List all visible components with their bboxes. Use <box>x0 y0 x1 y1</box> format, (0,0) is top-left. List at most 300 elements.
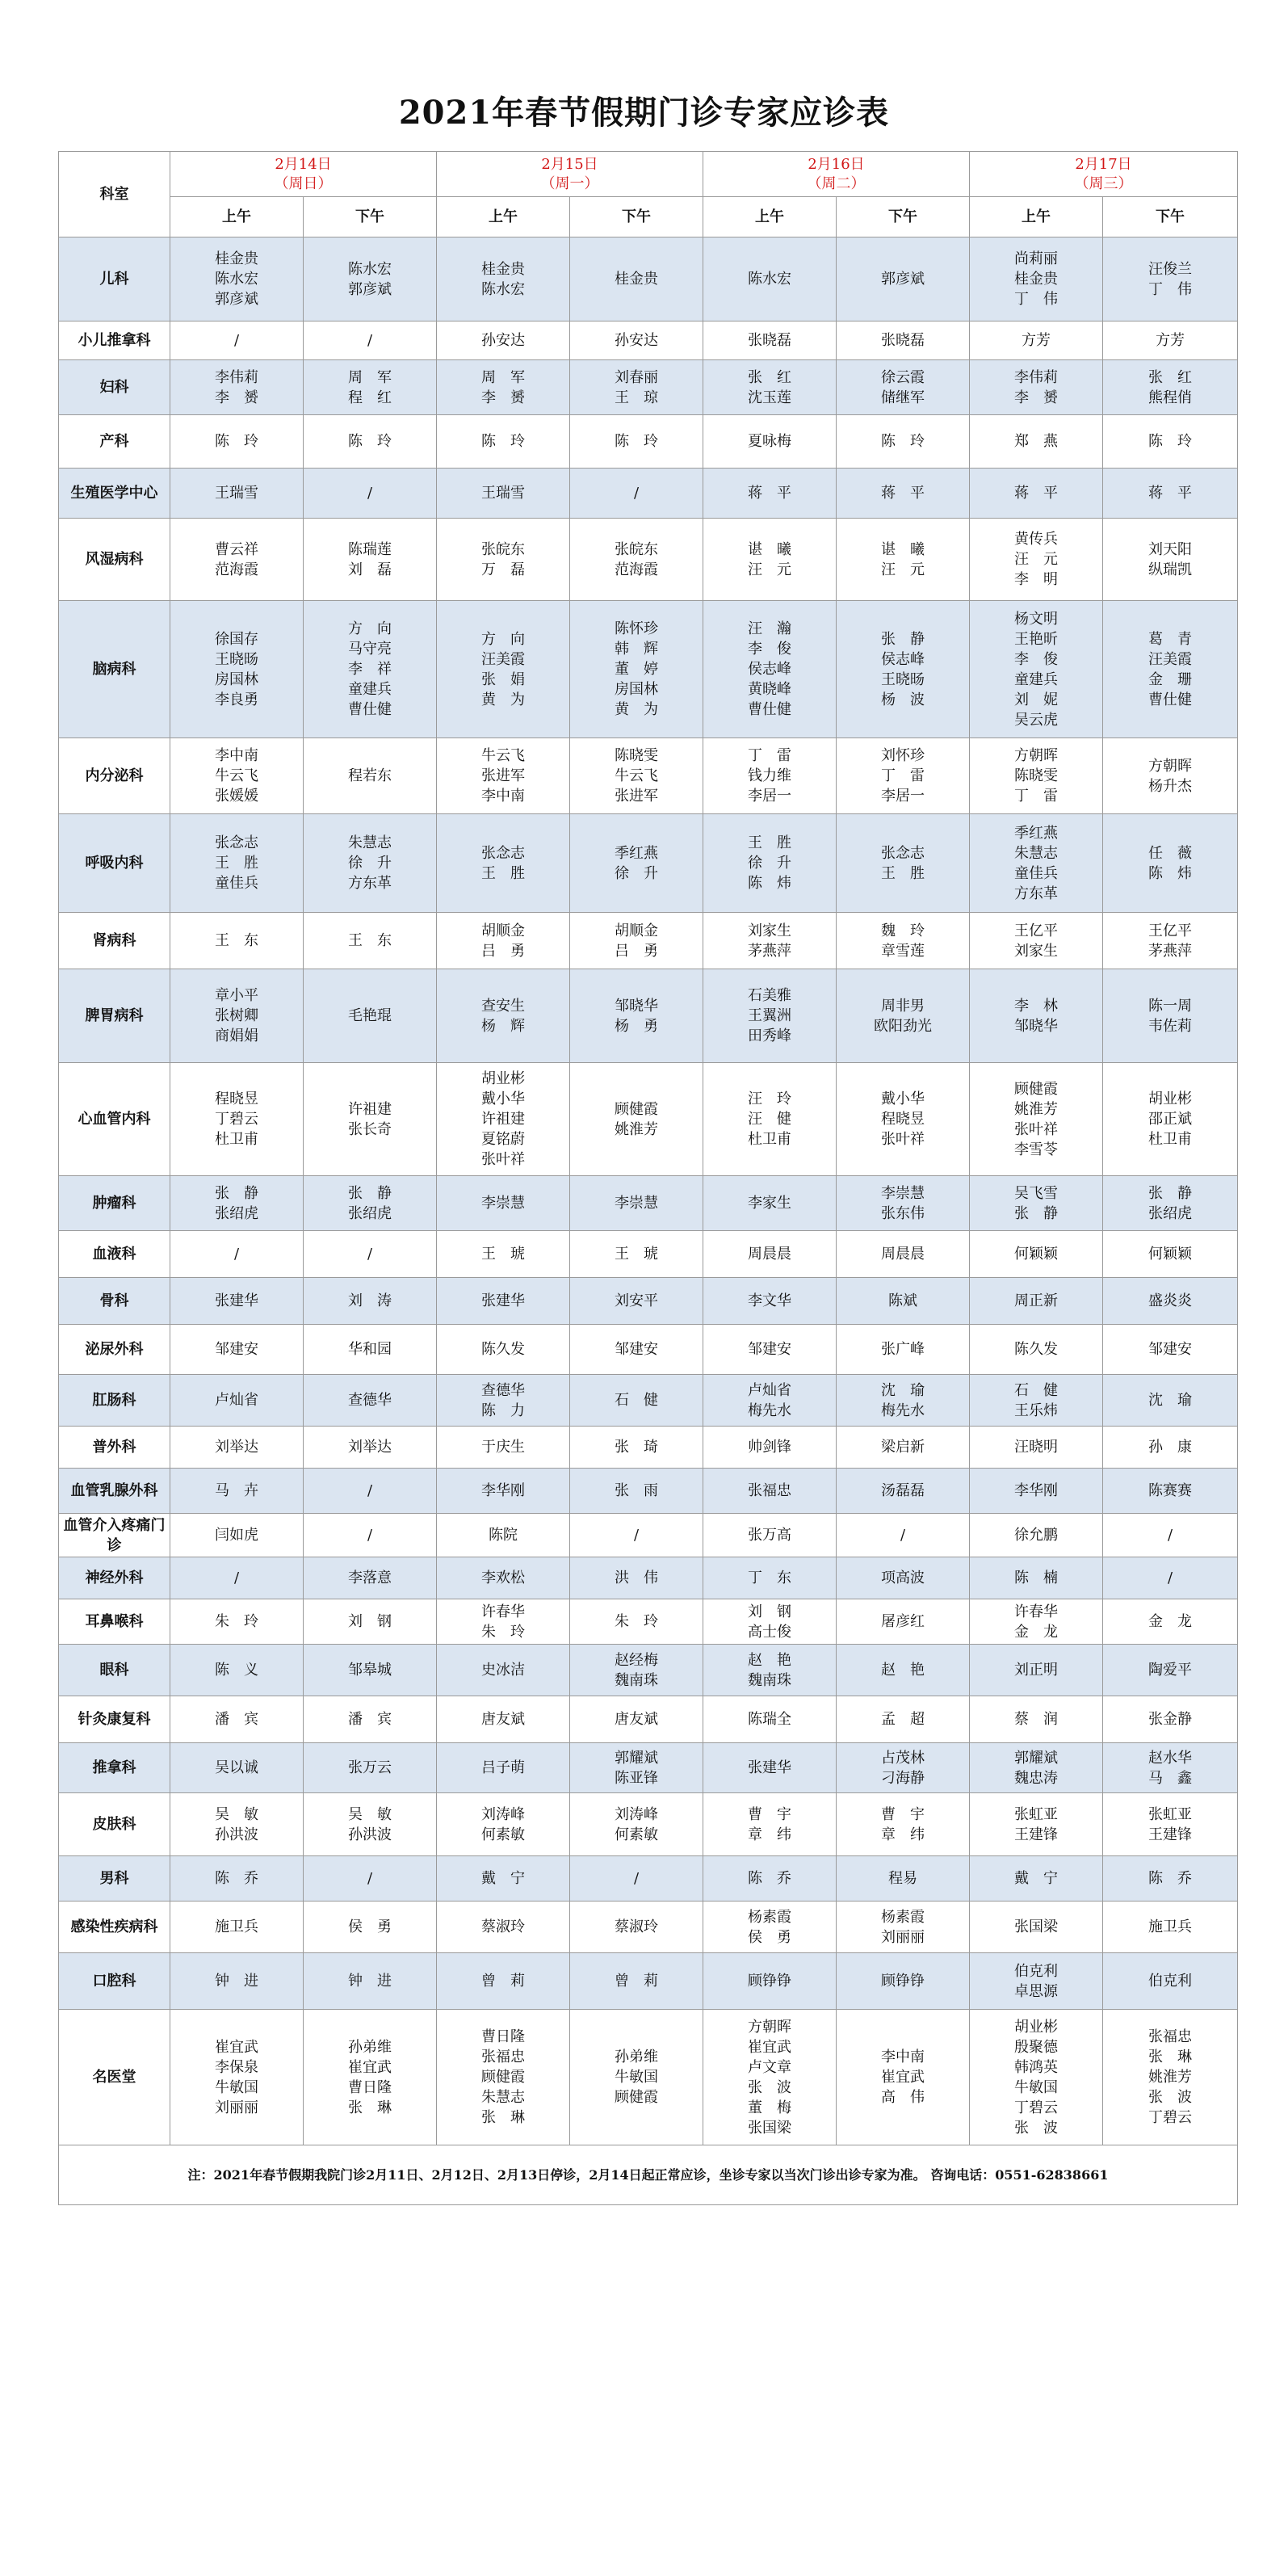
doctor-name: 查安生 <box>481 997 525 1015</box>
doctor-name: 邹建安 <box>615 1341 658 1358</box>
duty-cell <box>304 913 437 969</box>
duty-cell <box>170 1902 304 1953</box>
doctor-name: 汤磊磊 <box>881 1482 925 1499</box>
doctor-name: 方东革 <box>348 875 392 892</box>
duty-cell <box>970 1743 1103 1793</box>
doctor-name: 葛 青 <box>1148 630 1192 648</box>
doctor-name: 李崇慧 <box>481 1195 525 1212</box>
duty-cell <box>1103 415 1238 469</box>
duty-cell <box>837 1645 970 1696</box>
doctor-name: 孙洪波 <box>348 1826 392 1843</box>
doctor-name: 方 向 <box>348 620 392 637</box>
duty-cell <box>570 1696 703 1743</box>
doctor-name: 唐友斌 <box>615 1711 658 1728</box>
duty-cell <box>437 1063 570 1176</box>
doctor-name: 朱慧志 <box>1014 844 1058 862</box>
doctor-name: 陈 乔 <box>748 1870 791 1887</box>
doctor-name: 张福忠 <box>1148 2028 1192 2045</box>
doctor-name: 万 磊 <box>481 561 525 578</box>
schedule-row <box>59 1953 1238 2010</box>
doctor-name: 尚莉丽 <box>1014 250 1058 267</box>
doctor-name: 卢灿省 <box>748 1381 791 1399</box>
half-day-header: 上午 <box>970 197 1103 237</box>
doctor-name: 陈水宏 <box>215 271 258 288</box>
doctor-name: 桂金贵 <box>615 271 658 288</box>
duty-cell <box>170 1645 304 1696</box>
duty-cell <box>970 913 1103 969</box>
doctor-name: 陈 乔 <box>215 1870 258 1887</box>
doctor-name: 陈 玲 <box>1148 433 1192 450</box>
doctor-name: 董 梅 <box>748 2099 791 2116</box>
duty-cell <box>837 360 970 415</box>
doctor-name: 周正新 <box>1014 1292 1058 1309</box>
doctor-name: 王翼洲 <box>748 1007 791 1024</box>
doctor-name: 李落意 <box>348 1570 392 1586</box>
department-name: 推拿科 <box>59 1743 170 1793</box>
doctor-name: 张 静 <box>1014 1204 1058 1222</box>
duty-cell <box>304 1231 437 1278</box>
doctor-name: 闫如虎 <box>215 1527 258 1544</box>
duty-cell <box>837 519 970 601</box>
doctor-name: 范海霞 <box>615 561 658 578</box>
doctor-name: 孟 超 <box>881 1711 925 1728</box>
schedule-row <box>59 1902 1238 1953</box>
doctor-name: 丁 雷 <box>1014 788 1058 805</box>
doctor-name: 夏咏梅 <box>748 433 791 450</box>
doctor-name: 刘天阳 <box>1148 540 1192 558</box>
doctor-name: 夏铭蔚 <box>481 1131 525 1148</box>
doctor-name: 赵 艳 <box>881 1662 925 1679</box>
duty-cell <box>437 1469 570 1514</box>
duty-cell <box>837 738 970 814</box>
department-name: 眼科 <box>59 1645 170 1696</box>
doctor-name: 杨素霞 <box>748 1908 791 1926</box>
doctor-name: 李 林 <box>1014 997 1058 1015</box>
doctor-name: 张叶祥 <box>481 1151 525 1168</box>
doctor-name: 杨 波 <box>881 691 925 708</box>
doctor-name: 黄 为 <box>481 691 525 708</box>
doctor-name: 汪 健 <box>748 1111 791 1128</box>
doctor-name: 张念志 <box>215 834 258 851</box>
duty-cell <box>304 1176 437 1231</box>
doctor-name: 邹晓华 <box>615 997 658 1015</box>
doctor-name: 陈 玲 <box>481 433 525 450</box>
doctor-name: 房国林 <box>615 681 658 698</box>
doctor-name: 周 军 <box>481 368 525 386</box>
doctor-name: 李伟莉 <box>1014 368 1058 386</box>
doctor-name: 胡业彬 <box>1148 1090 1192 1107</box>
day-header: 2月16日 （周二） <box>703 152 970 197</box>
doctor-name: 范海霞 <box>215 561 258 578</box>
doctor-name: 顾健霞 <box>615 1100 658 1118</box>
doctor-name: 杨 辉 <box>481 1017 525 1035</box>
doctor-name: 杜卫甫 <box>748 1131 791 1148</box>
duty-cell <box>437 1375 570 1427</box>
doctor-name: 李 赟 <box>481 389 525 406</box>
duty-cell <box>570 1514 703 1557</box>
duty-cell <box>304 415 437 469</box>
doctor-name: 丁碧云 <box>215 1111 258 1128</box>
doctor-name: 吴 敏 <box>348 1805 392 1823</box>
duty-cell <box>437 969 570 1063</box>
duty-cell <box>837 1278 970 1325</box>
doctor-name: 陈 乔 <box>1148 1870 1192 1887</box>
doctor-name: 李崇慧 <box>615 1195 658 1212</box>
duty-cell <box>703 969 837 1063</box>
duty-cell <box>970 601 1103 738</box>
doctor-name: 李中南 <box>881 2049 925 2065</box>
doctor-name: 章 纬 <box>748 1826 791 1843</box>
doctor-name: 陈晓雯 <box>615 747 658 764</box>
doctor-name: 徐 升 <box>348 855 392 872</box>
doctor-name: 曹日隆 <box>481 2028 525 2045</box>
duty-cell <box>570 738 703 814</box>
doctor-name: 郭彦斌 <box>215 291 258 308</box>
schedule-row <box>59 1557 1238 1599</box>
doctor-name: 刘正明 <box>1014 1662 1058 1679</box>
doctor-name: 牛云飞 <box>215 767 258 784</box>
duty-cell <box>970 415 1103 469</box>
schedule-row <box>59 321 1238 360</box>
doctor-name: 蔡淑玲 <box>481 1918 525 1935</box>
doctor-name: 韩鸿英 <box>1014 2058 1058 2076</box>
doctor-name: 邵正斌 <box>1148 1111 1192 1128</box>
duty-cell <box>1103 1793 1238 1856</box>
duty-cell <box>570 1278 703 1325</box>
duty-cell <box>837 1902 970 1953</box>
doctor-name: / <box>633 485 640 502</box>
doctor-name: 刘 妮 <box>1014 691 1058 708</box>
duty-cell <box>970 321 1103 360</box>
doctor-name: 张念志 <box>881 844 925 862</box>
duty-cell <box>170 1375 304 1427</box>
doctor-name: 张绍虎 <box>1148 1204 1192 1222</box>
department-name: 男科 <box>59 1856 170 1902</box>
doctor-name: 钱力维 <box>748 767 791 784</box>
doctor-name: 方朝晖 <box>1014 747 1058 764</box>
duty-cell <box>703 360 837 415</box>
doctor-name: 丁 东 <box>748 1570 791 1586</box>
schedule-row <box>59 2010 1238 2145</box>
schedule-row <box>59 469 1238 519</box>
department-name: 心血管内科 <box>59 1063 170 1176</box>
duty-cell <box>970 1856 1103 1902</box>
doctor-name: 蒋 平 <box>748 485 791 502</box>
duty-cell <box>1103 237 1238 321</box>
doctor-name: 盛炎炎 <box>1148 1292 1192 1309</box>
duty-cell <box>304 1514 437 1557</box>
duty-cell <box>1103 469 1238 519</box>
doctor-name: 洪 伟 <box>615 1570 658 1586</box>
doctor-name: 孙 康 <box>1148 1439 1192 1456</box>
duty-cell <box>970 969 1103 1063</box>
doctor-name: 储继军 <box>881 389 925 406</box>
doctor-name: 方 向 <box>481 630 525 648</box>
doctor-name: 杜卫甫 <box>215 1131 258 1148</box>
duty-cell <box>1103 1063 1238 1176</box>
duty-cell <box>1103 1278 1238 1325</box>
duty-cell <box>304 519 437 601</box>
doctor-name: 董 婷 <box>615 661 658 678</box>
doctor-name: 戴小华 <box>881 1090 925 1107</box>
duty-cell <box>970 2010 1103 2145</box>
doctor-name: 戴 宁 <box>1014 1870 1058 1887</box>
dept-header: 科室 <box>59 152 170 237</box>
doctor-name: 茅燕萍 <box>1148 942 1192 960</box>
duty-cell <box>170 415 304 469</box>
duty-cell <box>837 1375 970 1427</box>
doctor-name: 李 赟 <box>1014 389 1058 406</box>
doctor-name: 张绍虎 <box>348 1204 392 1222</box>
duty-cell <box>837 1514 970 1557</box>
department-name: 风湿病科 <box>59 519 170 601</box>
doctor-name: 郑 燕 <box>1014 433 1058 450</box>
duty-cell <box>170 913 304 969</box>
doctor-name: 陈水宏 <box>481 280 525 298</box>
doctor-name: 胡顺金 <box>481 922 525 939</box>
doctor-name: 孙安达 <box>615 332 658 349</box>
duty-cell <box>837 415 970 469</box>
doctor-name: 邹建安 <box>1148 1341 1192 1358</box>
doctor-name: / <box>233 332 240 349</box>
duty-cell <box>703 1902 837 1953</box>
duty-cell <box>437 1743 570 1793</box>
doctor-name: 侯志峰 <box>748 661 791 678</box>
doctor-name: 张 静 <box>215 1184 258 1202</box>
doctor-name: 刁海静 <box>881 1769 925 1787</box>
doctor-name: 田秀峰 <box>748 1027 791 1044</box>
doctor-name: 丁 雷 <box>881 767 925 784</box>
department-name: 名医堂 <box>59 2010 170 2145</box>
doctor-name: 黄晓峰 <box>748 681 791 698</box>
doctor-name: 唐友斌 <box>481 1711 525 1728</box>
doctor-name: 韦佐莉 <box>1148 1017 1192 1035</box>
doctor-name: 张万高 <box>748 1527 791 1544</box>
doctor-name: 吕 勇 <box>481 942 525 960</box>
doctor-name: 许春华 <box>481 1603 525 1620</box>
doctor-name: 牛敏国 <box>215 2078 258 2096</box>
doctor-name: 孙弟维 <box>348 2038 392 2056</box>
duty-cell <box>570 1856 703 1902</box>
duty-cell <box>703 1856 837 1902</box>
doctor-name: 伯克利 <box>1014 1962 1058 1980</box>
doctor-name: 李 明 <box>1014 571 1058 588</box>
doctor-name: 杨 勇 <box>615 1017 658 1035</box>
doctor-name: 程 红 <box>348 389 392 406</box>
duty-cell <box>970 1793 1103 1856</box>
duty-cell <box>570 1953 703 2010</box>
department-name: 耳鼻喉科 <box>59 1599 170 1645</box>
doctor-name: 沈玉莲 <box>748 389 791 406</box>
doctor-name: 陈 炜 <box>748 875 791 892</box>
doctor-name: 陈怀珍 <box>615 620 658 637</box>
duty-cell <box>703 1176 837 1231</box>
duty-cell <box>703 1427 837 1469</box>
doctor-name: 章 纬 <box>881 1826 925 1843</box>
duty-cell <box>970 1375 1103 1427</box>
doctor-name: 吴云虎 <box>1014 711 1058 729</box>
doctor-name: 周 军 <box>348 368 392 386</box>
doctor-name: 崔宜武 <box>748 2038 791 2056</box>
duty-cell <box>570 360 703 415</box>
duty-cell <box>304 1953 437 2010</box>
duty-cell <box>304 1599 437 1645</box>
duty-cell <box>437 1514 570 1557</box>
duty-cell <box>703 519 837 601</box>
doctor-name: 杨升杰 <box>1148 777 1192 795</box>
doctor-name: 崔宜武 <box>348 2058 392 2076</box>
doctor-name: 许祖建 <box>348 1100 392 1118</box>
doctor-name: 胡业彬 <box>1014 2018 1058 2036</box>
doctor-name: 张 波 <box>748 2078 791 2096</box>
doctor-name: / <box>633 1527 640 1544</box>
doctor-name: 张叶祥 <box>881 1131 925 1148</box>
doctor-name: 牛敏国 <box>1014 2078 1058 2096</box>
duty-cell <box>1103 1176 1238 1231</box>
doctor-name: 丁碧云 <box>1014 2099 1058 2116</box>
doctor-name: 陈 楠 <box>1014 1570 1058 1586</box>
doctor-name: 王乐炜 <box>1014 1401 1058 1419</box>
department-name: 内分泌科 <box>59 738 170 814</box>
duty-cell <box>970 1645 1103 1696</box>
half-day-header: 上午 <box>170 197 304 237</box>
doctor-name: 陈 玲 <box>615 433 658 450</box>
doctor-name: 朱 玲 <box>215 1613 258 1630</box>
schedule-table <box>58 151 1238 2205</box>
doctor-name: 童建兵 <box>1014 670 1058 688</box>
duty-cell <box>703 1743 837 1793</box>
duty-cell <box>703 1793 837 1856</box>
duty-cell <box>170 1176 304 1231</box>
doctor-name: 朱慧志 <box>481 2089 525 2106</box>
doctor-name: 蔡淑玲 <box>615 1918 658 1935</box>
duty-cell <box>703 2010 837 2145</box>
doctor-name: 章小平 <box>215 987 258 1004</box>
doctor-name: 陈瑞莲 <box>348 540 392 558</box>
doctor-name: 项高波 <box>881 1570 925 1586</box>
doctor-name: 张广峰 <box>881 1341 925 1358</box>
doctor-name: 王瑞雪 <box>215 485 258 502</box>
doctor-name: 丁 伟 <box>1148 280 1192 298</box>
duty-cell <box>837 469 970 519</box>
doctor-name: 王 胜 <box>881 864 925 882</box>
schedule-row <box>59 1375 1238 1427</box>
half-day-header: 下午 <box>837 197 970 237</box>
duty-cell <box>837 969 970 1063</box>
footnote: 注：2021年春节假期我院门诊2月11日、2月12日、2月13日停诊，2月14日起正常应诊，坐诊专家以当次门诊出诊专家为准。 咨询电话：0551-62838661 <box>59 2145 1238 2205</box>
duty-cell <box>970 1427 1103 1469</box>
doctor-name: 张晓磊 <box>748 332 791 349</box>
duty-cell <box>570 237 703 321</box>
duty-cell <box>837 1696 970 1743</box>
doctor-name: 吴以诚 <box>215 1759 258 1776</box>
doctor-name: 张建华 <box>481 1292 525 1309</box>
doctor-name: 曹仕健 <box>1148 691 1192 708</box>
department-name: 儿科 <box>59 237 170 321</box>
doctor-name: 赵经梅 <box>615 1651 658 1669</box>
doctor-name: 王艳昕 <box>1014 630 1058 648</box>
duty-cell <box>1103 2010 1238 2145</box>
doctor-name: 牛敏国 <box>615 2069 658 2086</box>
doctor-name: 张福忠 <box>481 2049 525 2065</box>
doctor-name: 朱 玲 <box>615 1613 658 1630</box>
doctor-name: 韩 辉 <box>615 641 658 658</box>
day-header: 2月14日 （周日） <box>170 152 437 197</box>
doctor-name: 卓思源 <box>1014 1982 1058 2000</box>
doctor-name: 杜卫甫 <box>1148 1131 1192 1148</box>
doctor-name: 胡业彬 <box>481 1070 525 1087</box>
doctor-name: 季红燕 <box>1014 824 1058 842</box>
doctor-name: 魏南珠 <box>748 1671 791 1689</box>
duty-cell <box>837 1557 970 1599</box>
duty-cell <box>970 1176 1103 1231</box>
doctor-name: 梅先水 <box>748 1401 791 1419</box>
doctor-name: 曹 宇 <box>748 1805 791 1823</box>
doctor-name: 汪 瀚 <box>748 620 791 637</box>
duty-cell <box>570 469 703 519</box>
duty-cell <box>1103 738 1238 814</box>
doctor-name: 屠彦红 <box>881 1613 925 1630</box>
doctor-name: 伯克利 <box>1148 1973 1192 1990</box>
duty-cell <box>970 469 1103 519</box>
doctor-name: 张 静 <box>348 1184 392 1202</box>
doctor-name: 郭彦斌 <box>348 280 392 298</box>
duty-cell <box>703 1953 837 2010</box>
duty-cell <box>304 1375 437 1427</box>
duty-cell <box>570 1645 703 1696</box>
doctor-name: / <box>367 1870 373 1887</box>
department-name: 脑病科 <box>59 601 170 738</box>
doctor-name: 王 琼 <box>615 389 658 406</box>
doctor-name: 陈亚锋 <box>615 1769 658 1787</box>
doctor-name: 张 琳 <box>481 2109 525 2126</box>
doctor-name: 陈赛赛 <box>1148 1482 1192 1499</box>
doctor-name: 陈晓雯 <box>1014 767 1058 784</box>
doctor-name: 金 龙 <box>1014 1623 1058 1641</box>
duty-cell <box>1103 601 1238 738</box>
doctor-name: / <box>1167 1570 1173 1586</box>
doctor-name: 陈久发 <box>481 1341 525 1358</box>
doctor-name: 张长奇 <box>348 1120 392 1138</box>
half-day-header: 下午 <box>570 197 703 237</box>
day-header: 2月17日 （周三） <box>970 152 1238 197</box>
duty-cell <box>170 519 304 601</box>
doctor-name: 刘 磊 <box>348 561 392 578</box>
schedule-row <box>59 1231 1238 1278</box>
duty-cell <box>170 1231 304 1278</box>
duty-cell <box>437 1953 570 2010</box>
duty-cell <box>437 1696 570 1743</box>
doctor-name: 张皖东 <box>481 540 525 558</box>
doctor-name: 胡顺金 <box>615 922 658 939</box>
doctor-name: 纵瑞凯 <box>1148 561 1192 578</box>
doctor-name: 徐 升 <box>748 855 791 872</box>
duty-cell <box>1103 1743 1238 1793</box>
doctor-name: 黄传兵 <box>1014 531 1058 548</box>
doctor-name: 陈一周 <box>1148 997 1192 1015</box>
doctor-name: 汪 元 <box>748 561 791 578</box>
doctor-name: 王 东 <box>215 932 258 949</box>
schedule-row <box>59 1856 1238 1902</box>
duty-cell <box>837 2010 970 2145</box>
doctor-name: 陈 玲 <box>215 433 258 450</box>
duty-cell <box>437 1278 570 1325</box>
doctor-name: 方东革 <box>1014 885 1058 902</box>
duty-cell <box>703 1645 837 1696</box>
doctor-name: 钟 进 <box>215 1973 258 1990</box>
doctor-name: 姚淮芳 <box>1014 1100 1058 1118</box>
doctor-name: 王 胜 <box>215 855 258 872</box>
